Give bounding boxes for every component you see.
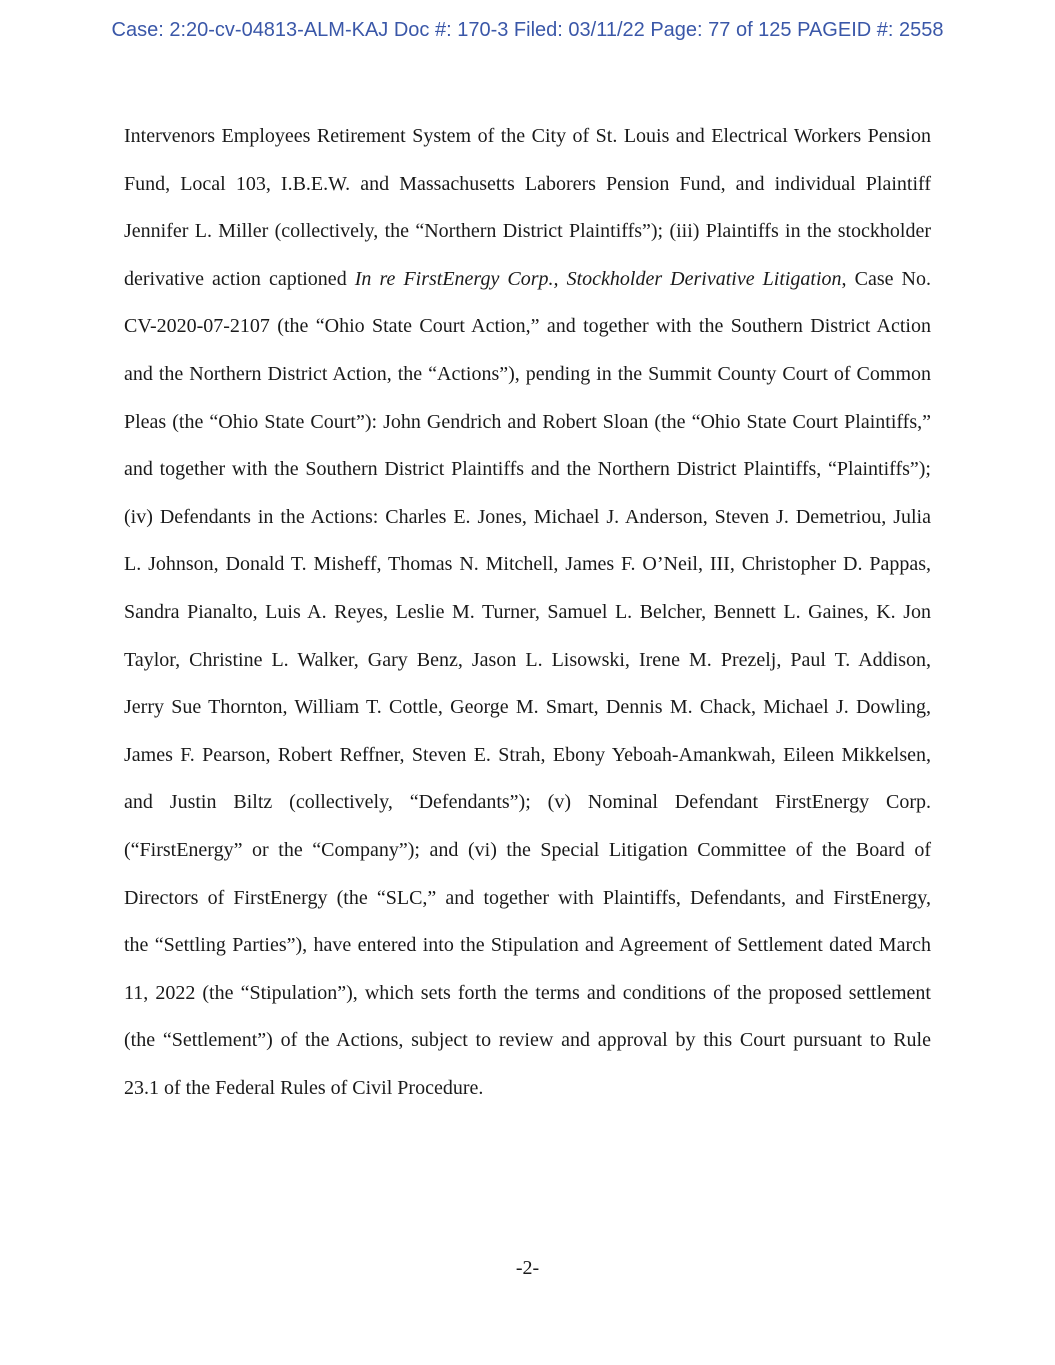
body-line: (the “Settlement”) of the Actions, subject to review and approval by this Court pursuant to Rule: [124, 1029, 931, 1052]
body-line: 23.1 of the Federal Rules of Civil Procedure.: [124, 1076, 484, 1099]
body-line: (iv) Defendants in the Actions: Charles E. Jones, Michael J. Anderson, Steven J. Demetriou, Julia: [124, 505, 931, 528]
body-line: and the Northern District Action, the “Actions”), pending in the Summit County Court of Common: [124, 362, 931, 385]
caption-tail-text: , Case No.: [841, 267, 931, 290]
page-number: -2-: [515, 1257, 540, 1279]
body-line: the “Settling Parties”), have entered into the Stipulation and Agreement of Settlement dated March: [124, 934, 931, 957]
body-line: (“FirstEnergy” or the “Company”); and (vi) the Special Litigation Committee of the Board of: [124, 838, 931, 861]
body-line: Jennifer L. Miller (collectively, the “Northern District Plaintiffs”); (iii) Plaintiffs in the stockholder: [124, 220, 931, 243]
body-line: Sandra Pianalto, Luis A. Reyes, Leslie M. Turner, Samuel L. Belcher, Bennett L. Gaines, K. Jon: [124, 600, 931, 623]
case-header: Case: 2:20-cv-04813-ALM-KAJ Doc #: 170-3 Filed: 03/11/22 Page: 77 of 125 PAGEID #: 2558: [111, 19, 944, 41]
body-line: and Justin Biltz (collectively, “Defendants”); (v) Nominal Defendant FirstEnergy Corp.: [124, 791, 931, 814]
body-line: Pleas (the “Ohio State Court”): John Gendrich and Robert Sloan (the “Ohio State Court Plaintiffs,”: [124, 410, 931, 433]
body-line: Fund, Local 103, I.B.E.W. and Massachusetts Laborers Pension Fund, and individual Plaintiff: [124, 172, 931, 195]
case-caption: In re FirstEnergy Corp., Stockholder Derivative Litigation: [354, 267, 842, 290]
caption-lead-text: derivative action captioned: [124, 267, 355, 290]
body-line: and together with the Southern District Plaintiffs and the Northern District Plaintiffs, “Plaintiffs”);: [124, 458, 931, 481]
body-line: Directors of FirstEnergy (the “SLC,” and together with Plaintiffs, Defendants, and FirstEnergy,: [124, 886, 931, 909]
body-line: 11, 2022 (the “Stipulation”), which sets forth the terms and conditions of the proposed settlement: [124, 981, 931, 1004]
document-body: [124, 113, 931, 1112]
body-line: Taylor, Christine L. Walker, Gary Benz, Jason L. Lisowski, Irene M. Prezelj, Paul T. Addison,: [124, 648, 931, 671]
body-line-caption: [124, 256, 931, 304]
body-line: CV-2020-07-2107 (the “Ohio State Court Action,” and together with the Southern District Action: [124, 315, 931, 338]
body-line: Jerry Sue Thornton, William T. Cottle, George M. Smart, Dennis M. Chack, Michael J. Dowling,: [124, 696, 931, 719]
body-line: L. Johnson, Donald T. Misheff, Thomas N. Mitchell, James F. O’Neil, III, Christopher D. Pappas,: [124, 553, 931, 576]
body-line: Intervenors Employees Retirement System of the City of St. Louis and Electrical Workers Pension: [124, 125, 931, 147]
body-line: James F. Pearson, Robert Reffner, Steven E. Strah, Ebony Yeboah-Amankwah, Eileen Mikkelsen,: [124, 743, 931, 766]
